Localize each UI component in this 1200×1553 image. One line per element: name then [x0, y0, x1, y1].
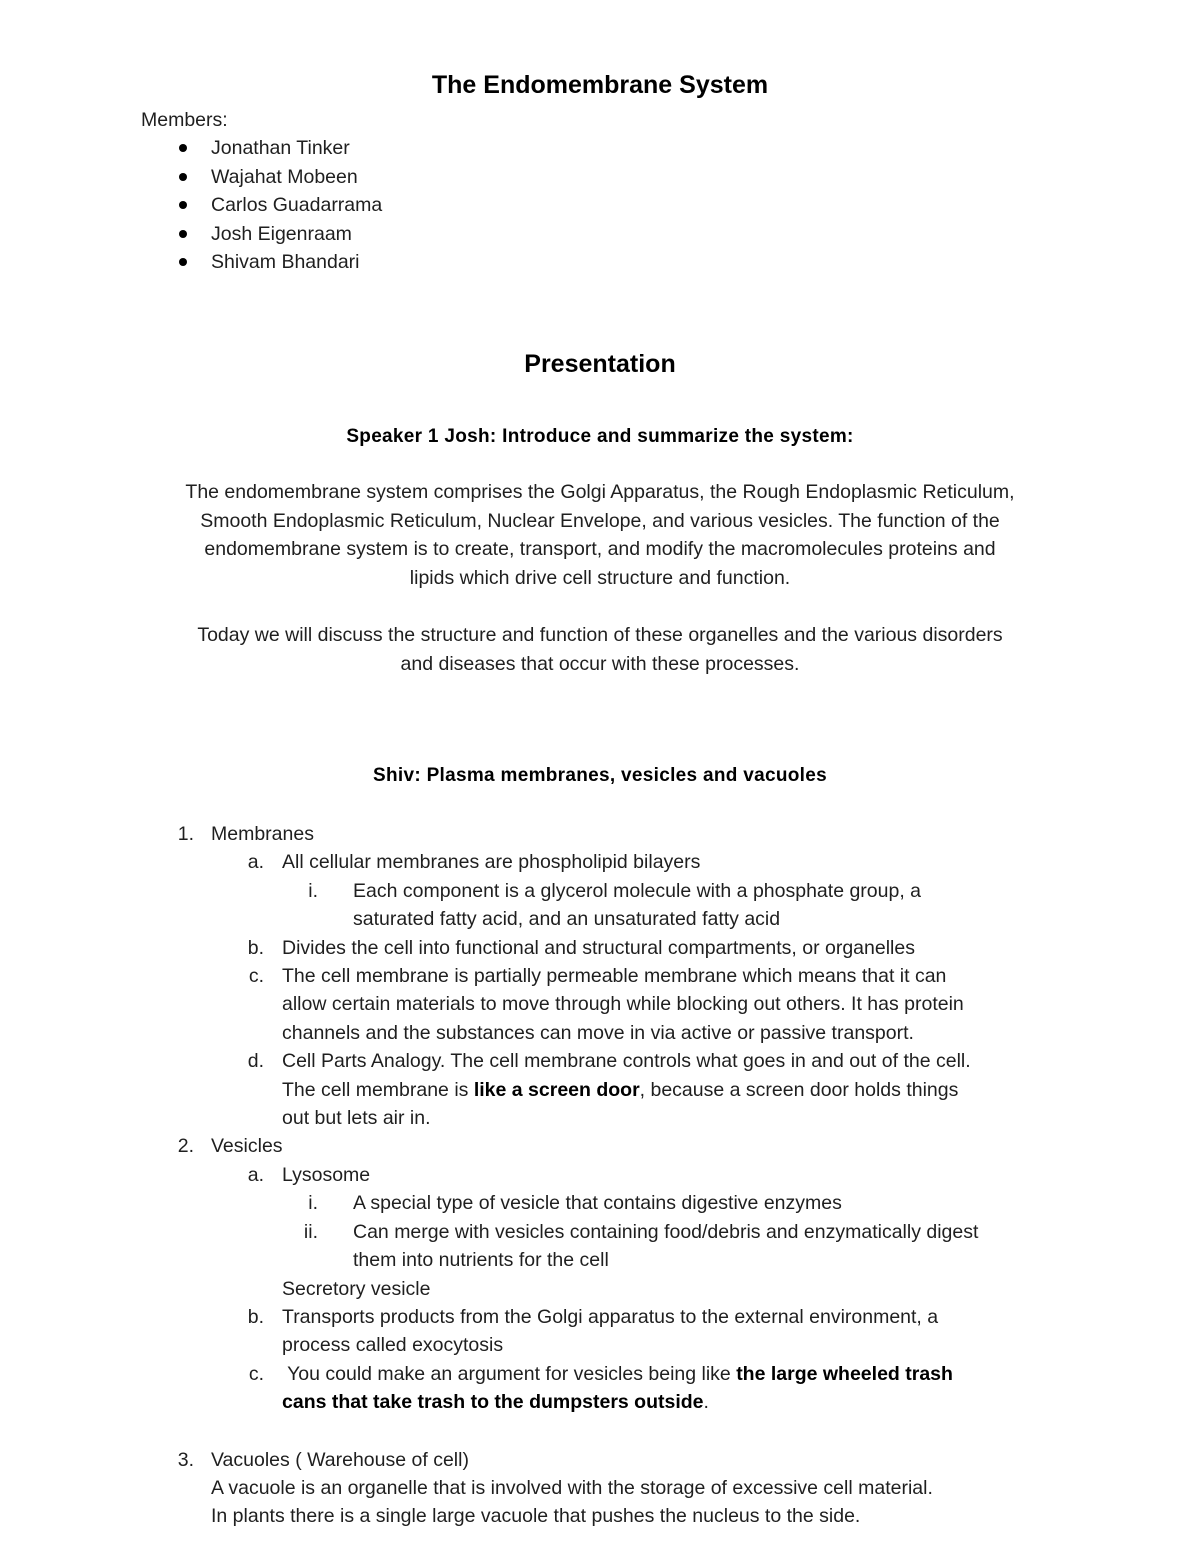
list-item-label: Vacuoles ( Warehouse of cell) — [211, 1449, 469, 1471]
list-item-text: Cell Parts Analogy. The cell membrane controls what goes in and out of the cell. — [282, 1050, 971, 1072]
list-marker: 3. — [177, 1449, 194, 1471]
list-marker: i. — [308, 880, 318, 902]
bullet-icon — [179, 201, 187, 209]
paragraph-line: lipids which drive cell structure and function. — [409, 567, 791, 589]
bullet-icon — [179, 258, 187, 266]
list-marker: c. — [248, 965, 264, 987]
list-marker: ii. — [303, 1221, 318, 1243]
list-item-text-mixed — [282, 1076, 958, 1105]
list-marker: 2. — [177, 1135, 194, 1157]
text-run: The cell membrane is — [282, 1079, 474, 1101]
member-name: Wajahat Mobeen — [211, 166, 358, 188]
list-item-text: The cell membrane is partially permeable membrane which means that it can — [282, 965, 947, 987]
bullet-icon — [179, 230, 187, 238]
list-item-text: In plants there is a single large vacuole that pushes the nucleus to the side. — [211, 1505, 861, 1527]
bullet-icon — [179, 144, 187, 152]
list-marker: c. — [248, 1363, 264, 1385]
list-item-text: allow certain materials to move through while blocking out others. It has protein — [282, 993, 964, 1015]
presentation-heading: Presentation — [524, 350, 676, 378]
bold-text-run: like a screen door — [473, 1079, 640, 1101]
bullet-icon — [179, 173, 187, 181]
list-marker: b. — [247, 937, 264, 959]
list-item-text: them into nutrients for the cell — [353, 1249, 609, 1271]
bold-text-run: the large wheeled trash — [736, 1363, 953, 1385]
list-item-label: Vesicles — [211, 1135, 283, 1157]
text-run: . — [703, 1391, 709, 1413]
list-item-text: Each component is a glycerol molecule with a phosphate group, a — [353, 880, 922, 902]
paragraph-line: Smooth Endoplasmic Reticulum, Nuclear Envelope, and various vesicles. The function of the — [200, 510, 1000, 532]
list-item-text: Divides the cell into functional and structural compartments, or organelles — [282, 937, 915, 959]
list-item-text: channels and the substances can move in via active or passive transport. — [282, 1022, 914, 1044]
text-run: , because a screen door holds things — [639, 1079, 959, 1101]
list-marker: b. — [247, 1306, 264, 1328]
list-item-text: Transports products from the Golgi apparatus to the external environment, a — [282, 1306, 939, 1328]
list-item-text: A vacuole is an organelle that is involved with the storage of excessive cell material. — [211, 1477, 933, 1499]
bold-text-run: cans that take trash to the dumpsters outside — [282, 1391, 704, 1413]
members-label: Members: — [141, 109, 228, 131]
list-item-text-mixed — [282, 1388, 709, 1417]
member-name: Carlos Guadarrama — [211, 194, 383, 216]
paragraph-line: endomembrane system is to create, transport, and modify the macromolecules proteins and — [204, 538, 996, 560]
member-name: Jonathan Tinker — [211, 137, 350, 159]
list-item-text: saturated fatty acid, and an unsaturated fatty acid — [353, 908, 781, 930]
list-marker: i. — [308, 1192, 318, 1214]
list-item-text: Lysosome — [282, 1164, 371, 1186]
list-marker: a. — [247, 1164, 264, 1186]
list-item-text: A special type of vesicle that contains digestive enzymes — [353, 1192, 842, 1214]
list-item-text: All cellular membranes are phospholipid bilayers — [282, 851, 701, 873]
list-item-text-mixed — [282, 1360, 953, 1389]
paragraph-line: and diseases that occur with these processes. — [400, 653, 800, 675]
list-item-text: process called exocytosis — [282, 1334, 504, 1356]
speaker1-heading: Speaker 1 Josh: Introduce and summarize the system: — [346, 426, 854, 447]
list-marker: 1. — [177, 823, 194, 845]
shiv-heading: Shiv: Plasma membranes, vesicles and vacuoles — [373, 765, 827, 786]
member-name: Shivam Bhandari — [211, 251, 360, 273]
paragraph-line: Today we will discuss the structure and function of these organelles and the various disorders — [197, 624, 1003, 646]
list-item-text: Secretory vesicle — [282, 1278, 431, 1300]
list-marker: d. — [247, 1050, 264, 1072]
text-run: You could make an argument for vesicles being like — [282, 1363, 737, 1385]
list-item-text: Can merge with vesicles containing food/debris and enzymatically digest — [353, 1221, 979, 1243]
paragraph-line: The endomembrane system comprises the Golgi Apparatus, the Rough Endoplasmic Reticulum, — [185, 481, 1015, 503]
list-marker: a. — [247, 851, 264, 873]
list-item-label: Membranes — [211, 823, 314, 845]
member-name: Josh Eigenraam — [211, 223, 352, 245]
document-title: The Endomembrane System — [431, 71, 769, 99]
list-item-text: out but lets air in. — [282, 1107, 431, 1129]
